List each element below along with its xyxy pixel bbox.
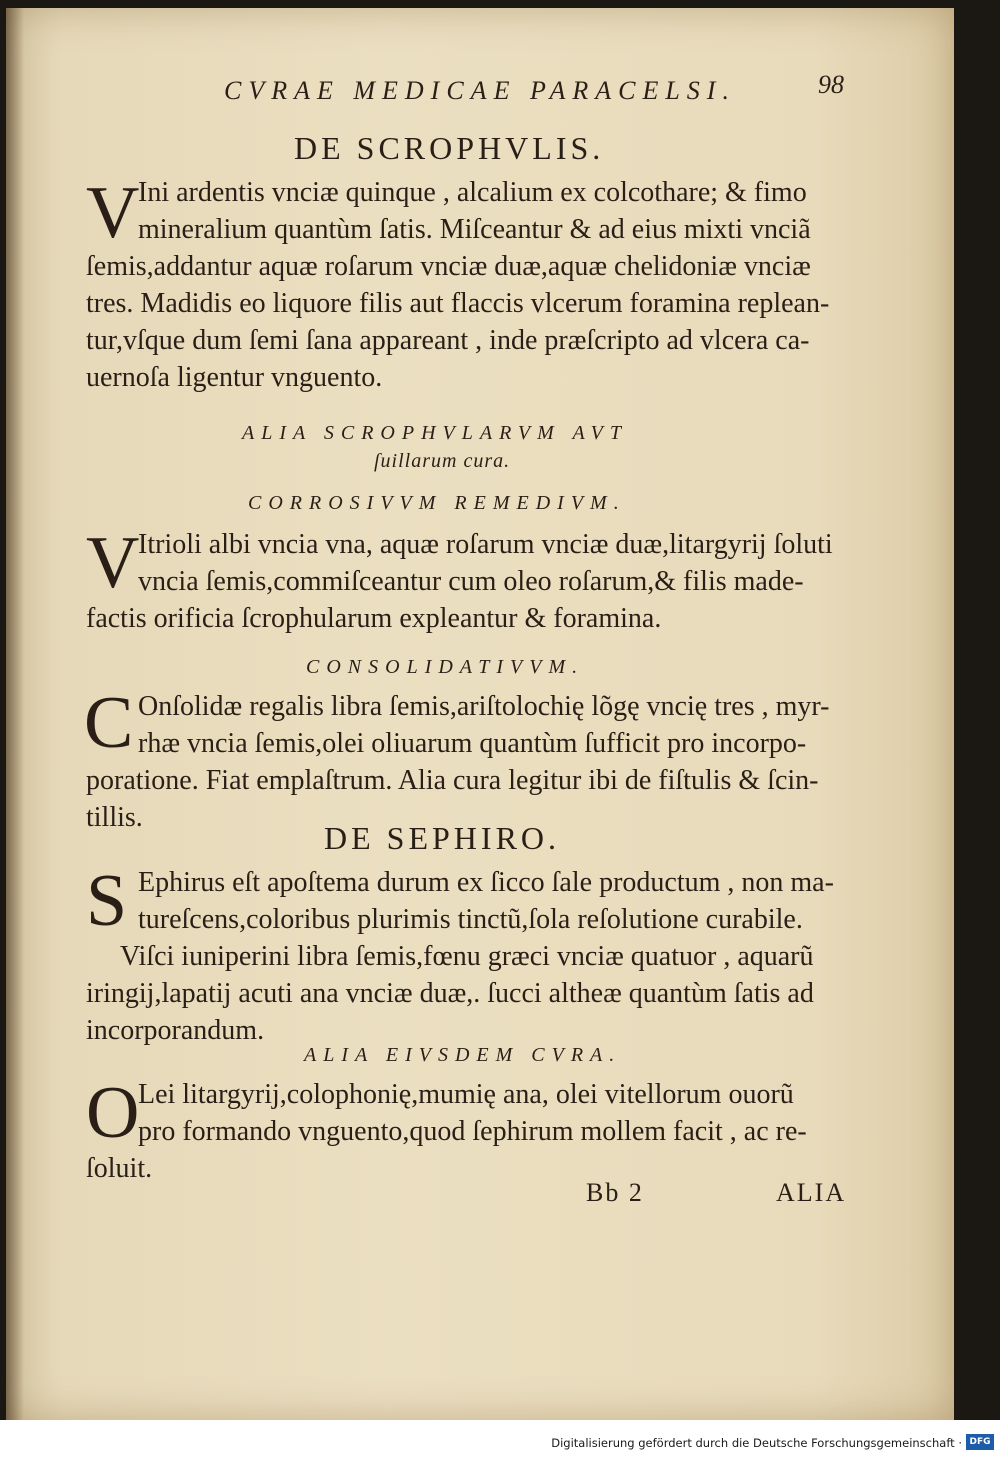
paragraph-consolidativum: [84, 682, 876, 836]
initial-letter-v: V: [86, 522, 140, 604]
section-title-scrophulis: DE SCROPHVLIS.: [294, 130, 605, 166]
text-line: tillis.: [86, 802, 143, 833]
paragraph-corrosivum: [86, 522, 876, 637]
running-head: CVRAE MEDICAE PARACELSI.: [224, 76, 736, 105]
text-line: Lei litargyrij,colophonię,mumię ana, olei vitellorum ouorũ: [138, 1079, 794, 1110]
subheading-alia-scrophularum: ALIA SCROPHVLARVM AVT: [242, 422, 629, 444]
page-number: 98: [818, 70, 844, 99]
text-line: mineralium quantùm ſatis. Miſceantur & ad eius mixti vnciã: [138, 214, 811, 245]
text-line: rhæ vncia ſemis,olei oliuarum quantùm ſufficit pro incorpo-: [138, 728, 807, 759]
paragraph-sephiro: [86, 860, 876, 1049]
text-line: pro formando vnguento,quod ſephirum mollem facit , ac re-: [138, 1116, 807, 1147]
text-line: Viſci iuniperini libra ſemis,fœnu græci vnciæ quatuor , aquarũ: [120, 941, 814, 972]
signature-mark: Bb 2: [586, 1178, 644, 1207]
paragraph-alia-eiusdem: [86, 1072, 876, 1187]
book-page: [6, 8, 954, 1420]
subheading-alia-scrophularum-line2: ſuillarum cura.: [374, 450, 511, 472]
text-line: uernoſa ligentur vnguento.: [86, 362, 383, 393]
text-line: ſemis,addantur aquæ roſarum vnciæ duæ,aquæ chelidoniæ vnciæ: [86, 251, 811, 282]
initial-letter-v: V: [86, 172, 140, 254]
paragraph-scrophulis: [86, 174, 876, 396]
text-line: Ephirus eſt apoſtema durum ex ſicco ſale productum , non ma-: [138, 867, 834, 898]
text-line: Ini ardentis vnciæ quinque , alcalium ex colcothare; & fimo: [138, 177, 807, 208]
catchword: ALIA: [776, 1178, 847, 1207]
funding-credit: Digitalisierung gefördert durch die Deutsche Forschungsgemeinschaft ·: [551, 1436, 962, 1450]
text-line: incorporandum.: [86, 1015, 265, 1046]
binding-shadow: [6, 8, 24, 1420]
subheading-corrosivum: CORROSIVVM REMEDIVM.: [248, 492, 626, 514]
text-line: Onſolidæ regalis libra ſemis,ariſtolochię lõgę vncię tres , myr-: [138, 691, 830, 722]
text-line: iringij,lapatij acuti ana vnciæ duæ,. ſucci altheæ quantùm ſatis ad: [86, 978, 814, 1009]
text-line: tur,vſque dum ſemi ſana appareant , inde præſcripto ad vlcera ca-: [86, 325, 810, 356]
text-line: poratione. Fiat emplaſtrum. Alia cura legitur ibi de fiſtulis & ſcin-: [86, 765, 819, 796]
section-title-sephiro: DE SEPHIRO.: [324, 820, 561, 856]
text-line: factis orificia ſcrophularum expleantur & foramina.: [86, 603, 662, 634]
subheading-consolidativum: CONSOLIDATIVVM.: [306, 656, 585, 678]
dfg-logo: DFG: [966, 1434, 994, 1450]
text-line: Itrioli albi vncia vna, aquæ roſarum vnciæ duæ,litargyrij ſoluti: [138, 529, 833, 560]
funding-banner: [0, 1420, 1000, 1470]
subheading-alia-eiusdem: ALIA EIVSDEM CVRA.: [304, 1044, 622, 1066]
initial-letter-c: C: [84, 682, 134, 764]
text-line: ſoluit.: [86, 1153, 153, 1184]
initial-letter-s: S: [86, 860, 128, 942]
text-line: tureſcens,coloribus plurimis tinctũ,ſola reſolutione curabile.: [138, 904, 803, 935]
initial-letter-o: O: [86, 1072, 140, 1154]
text-line: tres. Madidis eo liquore filis aut flaccis vlcerum foramina replean-: [86, 288, 830, 319]
text-line: vncia ſemis,commiſceantur cum oleo roſarum,& filis made-: [138, 566, 804, 597]
